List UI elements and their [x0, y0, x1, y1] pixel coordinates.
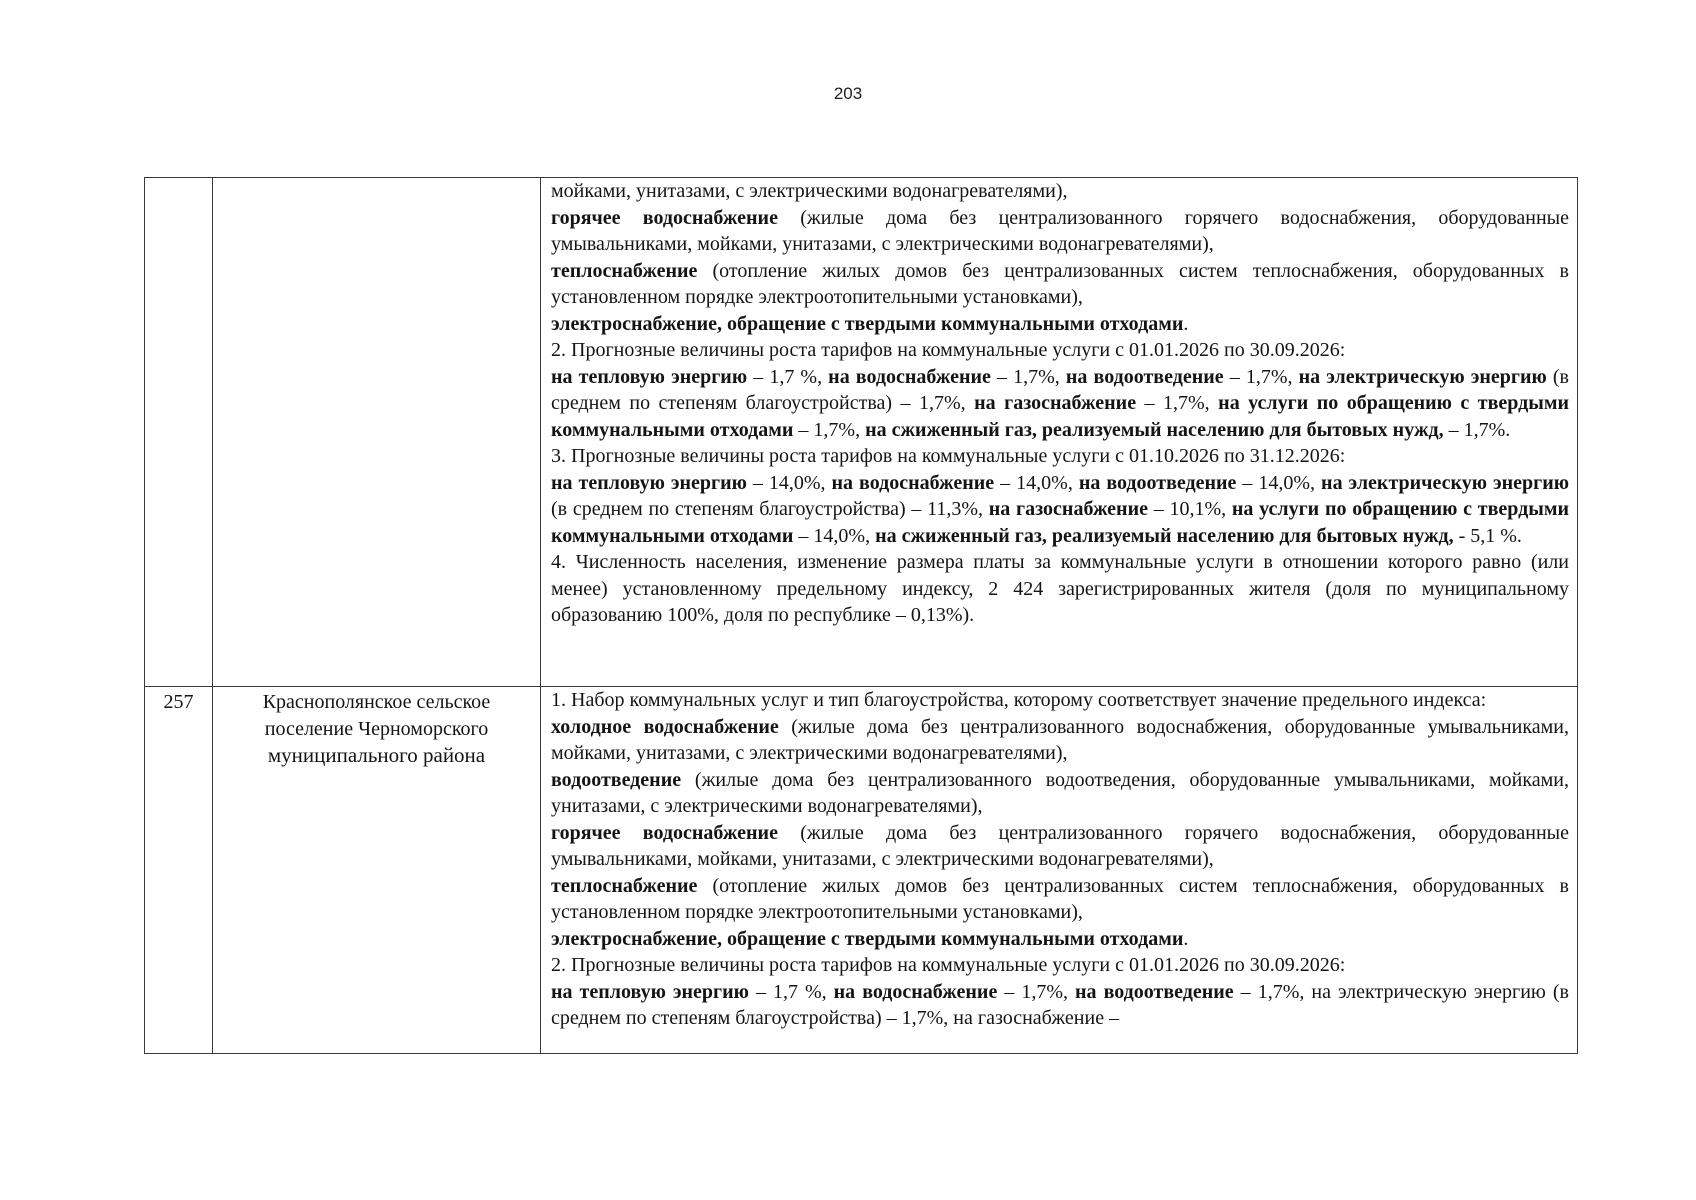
- municipality-name-cell: [213, 687, 541, 1054]
- bold-text-run: на водоотведение: [1078, 471, 1237, 494]
- text-run: .: [1183, 927, 1189, 950]
- text-run: – 1,7 %,: [747, 365, 829, 388]
- bold-text-run: на тепловую энергию: [551, 471, 747, 494]
- text-run: – 14,0%,: [793, 524, 876, 547]
- bold-text-run: на сжиженный газ, реализуемый населению для бытовых нужд,: [875, 524, 1454, 547]
- text-run: – 1,7%,: [997, 980, 1076, 1003]
- bold-text-run: на водоснабжение: [833, 980, 998, 1003]
- text-run: 2. Прогнозные величины роста тарифов на коммунальные услуги с 01.01.2026 по 30.09.2026:: [551, 954, 1346, 976]
- description-paragraph: [551, 549, 1569, 629]
- description-paragraph: [551, 205, 1569, 258]
- description-paragraph: [551, 926, 1569, 953]
- text-run: мойками, унитазами, с электрическими водонагревателями),: [551, 180, 1068, 202]
- description-paragraph: [551, 443, 1569, 470]
- text-run: 4. Численность населения, изменение размера платы за коммунальные услуги в отношении которого равно (или менее) установленному предельному индексу, 2 424 зарегистрированных жителя (доля по муниципальному образованию 100%, доля по республике – 0,13%).: [551, 551, 1569, 626]
- row-number-cell: [145, 178, 213, 687]
- text-run: 2. Прогнозные величины роста тарифов на коммунальные услуги с 01.01.2026 по 30.09.2026:: [551, 339, 1346, 361]
- bold-text-run: теплоснабжение: [551, 259, 698, 282]
- description-paragraph: [551, 178, 1569, 205]
- text-run: – 14,0%,: [746, 471, 832, 494]
- text-run: (жилые дома без централизованного горячего водоснабжения, оборудованные умывальниками, мойками, унитазами, с электрическими водонагревателями),: [551, 206, 1569, 255]
- bold-text-run: на тепловую энергию: [551, 365, 748, 388]
- bold-text-run: электроснабжение, обращение с твердыми коммунальными отходами: [551, 927, 1184, 950]
- row-number-cell: 257: [145, 687, 213, 1054]
- page-number: 203: [833, 84, 863, 103]
- text-run: –: [1104, 1007, 1120, 1029]
- bold-text-run: на газоснабжение: [988, 498, 1148, 520]
- text-run: - 5,1 %.: [1453, 524, 1522, 547]
- bold-text-run: на услуги по обращению с твердыми коммунальными отходами: [551, 498, 1569, 547]
- description-paragraph: [551, 979, 1569, 1032]
- description-paragraph: [551, 311, 1569, 338]
- description-paragraph: [551, 714, 1569, 767]
- text-run: – 1,7%,: [1223, 365, 1299, 388]
- bold-text-run: на водоснабжение: [828, 365, 991, 388]
- bold-text-run: на сжиженный газ, реализуемый населению для бытовых нужд,: [865, 418, 1444, 441]
- bold-text-run: электроснабжение, обращение с твердыми коммунальными отходами: [551, 312, 1184, 335]
- bold-text-run: на тепловую энергию: [551, 980, 749, 1003]
- description-paragraph: [551, 258, 1569, 311]
- description-paragraph: [551, 820, 1569, 873]
- bold-text-run: горячее водоснабжение: [551, 821, 778, 844]
- description-paragraph: [551, 337, 1569, 364]
- bold-text-run: холодное водоснабжение: [551, 715, 779, 738]
- text-run: – 1,7%,: [990, 365, 1066, 388]
- text-run: на газоснабжение: [953, 1007, 1105, 1029]
- text-run: – 14,0%,: [1236, 471, 1322, 494]
- bold-text-run: на услуги по обращению с твердыми коммунальными отходами: [551, 392, 1570, 441]
- table-row: [145, 687, 1578, 1054]
- text-run: (отопление жилых домов без централизованных систем теплоснабжения, оборудованных в установленном порядке электроотопительными установками),: [551, 874, 1569, 923]
- text-run: (жилые дома без централизованного водоснабжения, оборудованные умывальниками, мойками, унитазами, с электрическими водонагревателями),: [551, 715, 1569, 764]
- description-paragraph: [551, 873, 1569, 926]
- bold-text-run: теплоснабжение: [551, 874, 698, 897]
- description-paragraph: [551, 364, 1569, 444]
- text-run: – 1,7%,: [1136, 392, 1219, 414]
- text-run: – 1,7%,: [1233, 980, 1312, 1003]
- tariff-table: [144, 177, 1578, 1054]
- text-run: (в среднем по степеням благоустройства) – 1,7%,: [551, 980, 1569, 1029]
- text-run: (отопление жилых домов без централизованных систем теплоснабжения, оборудованных в установленном порядке электроотопительными установками),: [551, 259, 1569, 308]
- bold-text-run: на газоснабжение: [974, 392, 1137, 414]
- bold-text-run: на водоснабжение: [831, 471, 995, 494]
- bold-text-run: на электрическую энергию: [1321, 471, 1570, 494]
- description-paragraph: [551, 687, 1569, 714]
- text-run: 3. Прогнозные величины роста тарифов на коммунальные услуги с 01.10.2026 по 31.12.2026:: [551, 445, 1346, 467]
- description-paragraph: [551, 952, 1569, 979]
- text-run: – 10,1%,: [1147, 498, 1232, 520]
- text-run: (в среднем по степеням благоустройства) – 11,3%,: [551, 498, 989, 520]
- bold-text-run: на водоотведение: [1075, 980, 1234, 1003]
- bold-text-run: на электрическую энергию: [1298, 365, 1547, 388]
- text-run: – 14,0%,: [994, 471, 1079, 494]
- text-run: – 1,7%.: [1443, 418, 1511, 441]
- bold-text-run: на водоотведение: [1065, 365, 1224, 388]
- text-run: на электрическую энергию: [1311, 980, 1546, 1003]
- text-run: (в среднем по степеням благоустройства) – 1,7%,: [551, 365, 1569, 414]
- table-row: [145, 178, 1578, 687]
- text-run: – 1,7 %,: [748, 980, 834, 1003]
- description-cell: [541, 178, 1578, 687]
- text-run: (жилые дома без централизованного водоотведения, оборудованные умывальниками, мойками, унитазами, с электрическими водонагревателями),: [551, 768, 1569, 817]
- municipality-name-line: Краснополянское сельское: [262, 691, 491, 713]
- description-cell: [541, 687, 1578, 1054]
- text-run: 1. Набор коммунальных услуг и тип благоустройства, которому соответствует значение предельного индекса:: [551, 689, 1487, 711]
- municipality-name-line: муниципального района: [267, 743, 486, 767]
- municipality-name-line: поселение Черноморского: [264, 717, 489, 740]
- description-paragraph: [551, 470, 1569, 550]
- text-run: (жилые дома без централизованного горячего водоснабжения, оборудованные умывальниками, мойками, унитазами, с электрическими водонагревателями),: [551, 821, 1569, 870]
- bold-text-run: горячее водоснабжение: [551, 206, 778, 229]
- description-paragraph: [551, 767, 1569, 820]
- municipality-name-cell: [213, 178, 541, 687]
- text-run: – 1,7%,: [793, 418, 866, 441]
- bold-text-run: водоотведение: [551, 768, 682, 791]
- text-run: .: [1183, 312, 1189, 335]
